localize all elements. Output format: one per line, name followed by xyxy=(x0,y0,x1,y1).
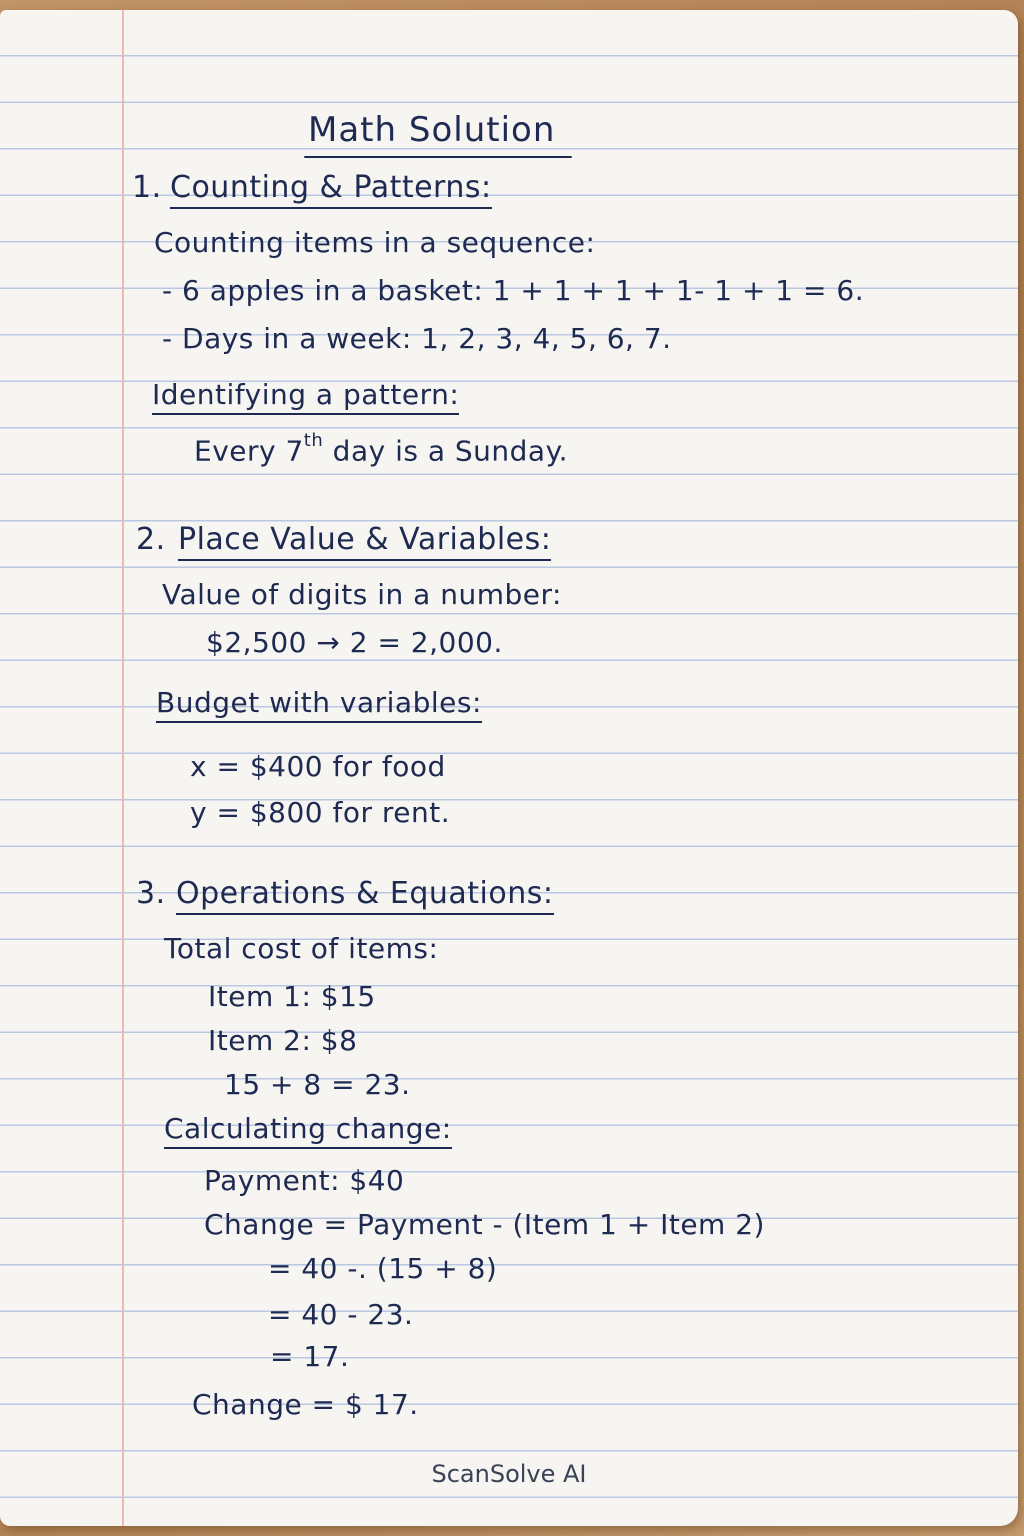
section-3-step2: = 40 - 23. xyxy=(268,1298,414,1331)
section-2-number: 2. xyxy=(136,522,166,557)
section-3-heading: Operations & Equations: xyxy=(176,876,554,911)
section-3-step1: = 40 -. (15 + 8) xyxy=(268,1252,498,1285)
section-2-y-line: y = $800 for rent. xyxy=(190,796,451,829)
section-1-sub-pattern: Identifying a pattern: xyxy=(152,378,459,411)
section-3-number: 3. xyxy=(136,876,166,911)
notebook-page xyxy=(0,10,1018,1526)
section-3-payment: Payment: $40 xyxy=(204,1164,405,1197)
section-2-sub-budget: Budget with variables: xyxy=(156,686,482,719)
footer-brand: ScanSolve AI xyxy=(431,1460,587,1488)
section-3-step3: = 17. xyxy=(270,1340,350,1373)
section-1-number: 1. xyxy=(132,170,162,205)
section-1-apples-line: - 6 apples in a basket: 1 + 1 + 1 + 1- 1 + 1 = 6. xyxy=(162,274,865,307)
section-1-days-line: - Days in a week: 1, 2, 3, 4, 5, 6, 7. xyxy=(162,322,672,355)
section-1-sub-counting: Counting items in a sequence: xyxy=(154,226,596,259)
page-title: Math Solution xyxy=(308,110,556,150)
section-3-change-formula: Change = Payment - (Item 1 + Item 2) xyxy=(204,1208,765,1241)
section-2-x-line: x = $400 for food xyxy=(190,750,446,783)
section-1-pattern-text: Every 7th day is a Sunday. xyxy=(194,430,569,468)
section-2-heading: Place Value & Variables: xyxy=(178,522,551,557)
section-3-sub-change: Calculating change: xyxy=(164,1112,452,1145)
section-3-sub-total: Total cost of items: xyxy=(164,932,439,965)
section-2-place-value-line: $2,500 → 2 = 2,000. xyxy=(206,626,503,659)
section-3-sum: 15 + 8 = 23. xyxy=(224,1068,411,1101)
section-1-heading: Counting & Patterns: xyxy=(170,170,492,205)
section-2-sub-digits: Value of digits in a number: xyxy=(162,578,562,611)
section-3-item2: Item 2: $8 xyxy=(208,1024,358,1057)
section-3-item1: Item 1: $15 xyxy=(208,980,376,1013)
section-3-result: Change = $ 17. xyxy=(192,1388,419,1421)
margin-line xyxy=(122,10,124,1526)
title-underline xyxy=(304,156,572,158)
